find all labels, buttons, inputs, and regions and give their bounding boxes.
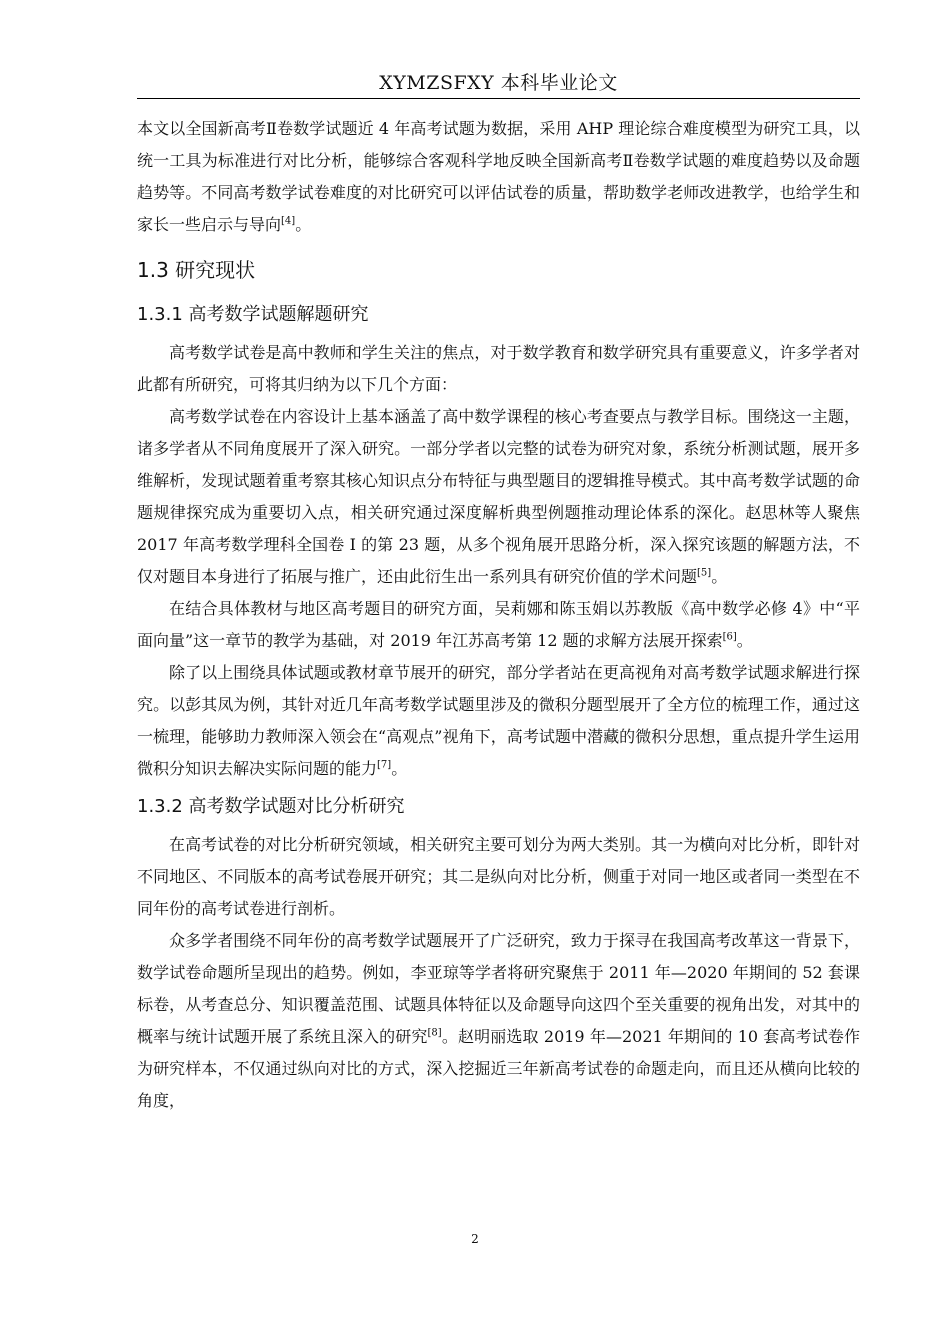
citation: [7] [377,759,392,771]
citation: [8] [427,1027,442,1039]
page-body [137,113,860,1117]
citation: [6] [722,631,737,643]
header-rule [137,98,860,99]
paragraph: 在结合具体教材与地区高考题目的研究方面，吴莉娜和陈玉娟以苏教版《高中数学必修 4》中“平面向量”这一章节的教学为基础，对 2019 年江苏高考第 12 题的求解方法展开探索[6]。 [137,599,860,650]
intro-paragraph: 本文以全国新高考Ⅱ卷数学试题近 4 年高考试题为数据，采用 AHP 理论综合难度模型为研究工具，以统一工具为标准进行对比分析，能够综合客观科学地反映全国新高考Ⅱ卷数学试题的难度趋势以及命题趋势等。不同高考数学试卷难度的对比研究可以评估试卷的质量，帮助数学老师改进教学，也给学生和家长一些启示与导向[4]。 [137,119,860,234]
citation: [5] [697,567,712,579]
paragraph: 在高考试卷的对比分析研究领域，相关研究主要可划分为两大类别。其一为横向对比分析，即针对不同地区、不同版本的高考试卷展开研究；其二是纵向对比分析，侧重于对同一地区或者同一类型在不同年份的高考试卷进行剖析。 [137,835,860,918]
paragraph: 高考数学试卷在内容设计上基本涵盖了高中数学课程的核心考查要点与教学目标。围绕这一主题，诸多学者从不同角度展开了深入研究。一部分学者以完整的试卷为研究对象，系统分析测试题，展开多维解析，发现试题着重考察其核心知识点分布特征与典型题目的逻辑推导模式。其中高考数学试题的命题规律探究成为重要切入点，相关研究通过深度解析典型例题推动理论体系的深化。赵思林等人聚焦 2017 年高考数学理科全国卷 I 的第 23 题，从多个视角展开思路分析，深入探究该题的解题方法，不仅对题目本身进行了拓展与推广，还由此衍生出一系列具有研究价值的学术问题[5]。 [137,407,860,586]
subsection-heading-1-3-1: 1.3.1 高考数学试题解题研究 [137,304,369,325]
subsection-heading-1-3-2: 1.3.2 高考数学试题对比分析研究 [137,796,405,817]
section-heading: 1.3 研究现状 [137,258,256,282]
paragraph: 众多学者围绕不同年份的高考数学试题展开了广泛研究，致力于探寻在我国高考改革这一背景下，数学试卷命题所呈现出的趋势。例如，李亚琼等学者将研究聚焦于 2011 年—2020 年期间的 52 套课标卷，从考查总分、知识覆盖范围、试题具体特征以及命题导向这四个至关重要的视角出发，对其中的概率与统计试题开展了系统且深入的研究[8]。赵明丽选取 2019 年—2021 年期间的 10 套高考试卷作为研究样本，不仅通过纵向对比的方式，深入挖掘近三年新高考试卷的命题走向，而且还从横向比较的角度， [137,931,860,1110]
citation: [4] [281,215,296,227]
paragraph: 除了以上围绕具体试题或教材章节展开的研究，部分学者站在更高视角对高考数学试题求解进行探究。以彭其凤为例，其针对近几年高考数学试题里涉及的微积分题型展开了全方位的梳理工作，通过这一梳理，能够助力教师深入领会在“高观点”视角下，高考试题中潜藏的微积分思想，重点提升学生运用微积分知识去解决实际问题的能力[7]。 [137,663,860,778]
running-header: XYMZSFXY 本科毕业论文 [379,72,618,94]
paragraph: 高考数学试卷是高中教师和学生关注的焦点，对于数学教育和数学研究具有重要意义，许多学者对此都有所研究，可将其归纳为以下几个方面： [137,343,860,394]
page-number: 2 [471,1232,479,1246]
